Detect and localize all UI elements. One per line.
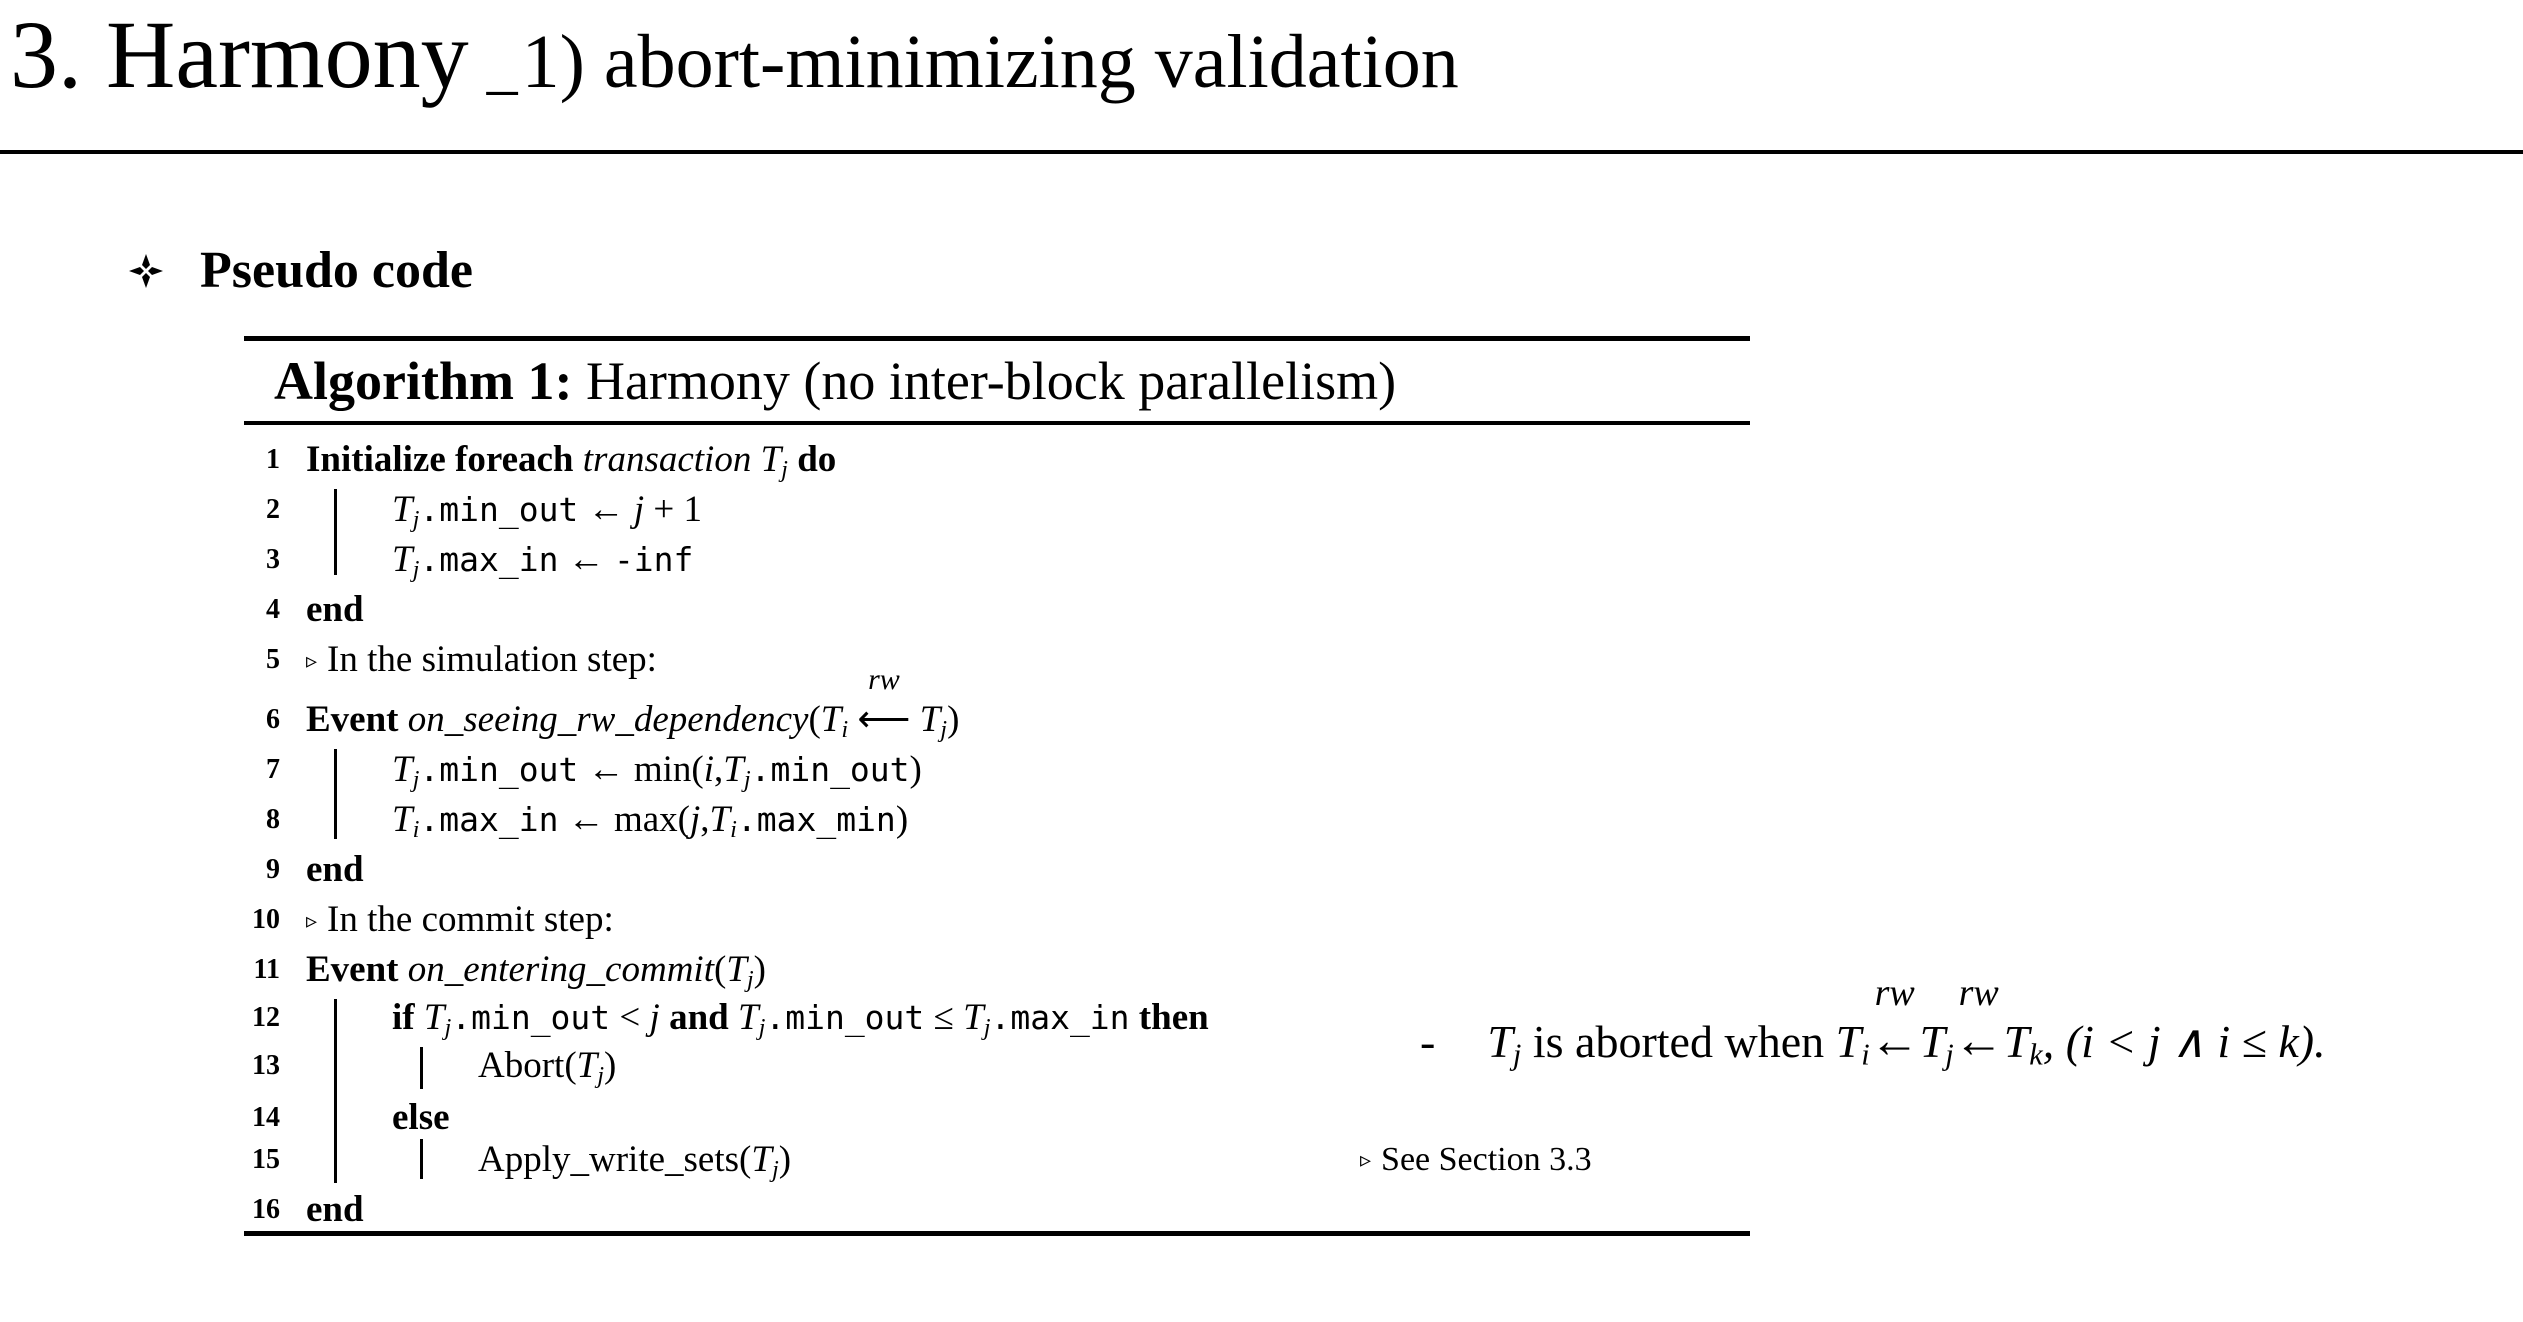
var-j: j [689,799,701,840]
code-line-15 [244,1135,1750,1185]
paren: ) [895,799,909,840]
list-dash: - [1420,1016,1436,1067]
comment-text: In the commit step: [327,899,614,940]
title-divider [0,150,2523,154]
subscript: j [1512,1037,1522,1072]
var-j: j [633,489,645,530]
operator: < [619,997,641,1038]
line-number: 14 [252,1102,280,1133]
subscript: j [758,1014,766,1042]
keyword: else [392,1097,450,1138]
block-bar [420,1139,423,1179]
code-text [306,435,836,485]
section-heading-text: Pseudo code [200,242,473,299]
keyword: end [306,1189,364,1230]
field-name: .max_in [419,800,559,839]
field-name: .min_out [451,998,611,1037]
var-t: T [919,699,941,740]
var-t: T [2003,1016,2030,1067]
algorithm-bottom-rule [244,1231,1750,1236]
function-name: Apply_write_sets( [478,1139,752,1180]
subscript: i [730,816,737,844]
keyword: if [392,997,415,1038]
title-main: 3. Harmony [10,1,469,108]
subscript: j [743,766,751,794]
var-t: T [751,1139,772,1180]
subscript: j [412,506,420,534]
abort-condition-note [1420,972,2326,1080]
assign-arrow: ← [587,749,625,790]
rw-label: rw [1958,972,1999,1014]
code-side-comment [1360,1135,1592,1185]
comment-triangle-icon: ▹ [306,648,318,673]
long-left-arrow: ⟵ [857,699,911,740]
function-name: on_seeing_rw_dependency [407,699,809,740]
rw-label: rw [868,663,900,696]
var-t: T [576,1045,598,1086]
note-condition: , (i < j ∧ i ≤ k). [2042,1016,2326,1067]
var-t: T [392,799,413,840]
comma: , [713,749,724,790]
algorithm-caption-label: Algorithm 1: [274,351,573,411]
var-t: T [820,699,842,740]
var-t: T [723,749,744,790]
paren: ) [753,949,766,990]
comment-text: In the simulation step: [327,639,657,680]
var-t: T [423,997,445,1038]
subscript: k [2029,1037,2043,1072]
paren: ) [604,1045,617,1086]
line-number: 11 [253,954,280,985]
field-name: .min_out [419,490,579,529]
code-text-plain: + 1 [653,489,702,530]
var-t: T [392,749,413,790]
var-t: T [392,539,413,580]
field-name: .min_out [750,750,910,789]
page-title [10,0,1459,110]
field-name: .min_out [765,998,925,1037]
keyword: Event [306,699,399,740]
subscript: j [597,1062,605,1090]
title-separator: _ [486,33,518,101]
field-name: .max_min [736,800,896,839]
var-t: T [1487,1016,1513,1067]
keyword: do [797,439,837,480]
subscript: j [746,966,754,994]
var-i: i [703,749,714,790]
section-heading [128,236,473,306]
code-text [392,485,702,535]
rw-dependency-arrow [1953,972,2004,1082]
algorithm-body [244,425,1750,1231]
field-name: .max_in [990,998,1130,1037]
line-number: 15 [252,1144,280,1175]
line-number: 5 [266,644,280,675]
field-name: .min_out [419,750,579,789]
line-number: 6 [266,704,280,735]
subscript: i [841,716,849,744]
algorithm-box [244,336,1750,1236]
var-t: T [392,489,413,530]
line-number: 4 [266,594,280,625]
code-text [392,993,1209,1043]
subscript: j [412,766,420,794]
line-number: 2 [266,494,280,525]
line-number: 12 [252,1002,280,1033]
paren: ( [808,699,821,740]
var-t: T [1835,1016,1862,1067]
comment-triangle-icon: ▹ [1360,1147,1372,1172]
rw-dependency-arrow [857,663,911,745]
code-text [392,795,908,845]
note-text: is aborted when [1532,1016,1825,1067]
code-text [478,1135,791,1185]
var-t: T [726,949,747,990]
block-bar [420,1047,423,1089]
line-number: 9 [266,854,280,885]
subscript: i [1861,1037,1870,1072]
function-name: Abort( [478,1045,577,1086]
assign-arrow: ← [587,489,625,530]
operator: ≤ [933,997,954,1038]
subscript: j [771,1156,779,1184]
code-comment [306,635,657,686]
code-text [306,945,766,995]
assign-arrow: ← [567,799,605,840]
comma: , [700,799,710,840]
keyword: and [669,997,729,1038]
subscript: j [412,556,420,584]
line-number: 7 [266,754,280,785]
code-text [392,745,922,795]
four-diamond-bullet-icon [128,253,164,289]
function-name: max( [613,799,690,840]
subscript: j [940,716,948,744]
subscript: j [1945,1037,1954,1072]
paren: ) [947,699,960,740]
subscript: j [983,1014,991,1042]
field-name: .max_in [419,540,559,579]
block-bar [334,999,337,1183]
left-arrow: ← [1869,1012,1920,1068]
code-text [306,663,960,745]
line-number: 1 [266,444,280,475]
var-j: j [649,997,660,1038]
block-bar [334,489,337,575]
rw-dependency-arrow [1869,972,1920,1082]
title-subtitle: 1) abort-minimizing validation [521,20,1459,104]
assign-arrow: ← [567,539,605,580]
subscript: j [444,1014,452,1042]
rw-label: rw [1874,972,1915,1014]
line-number: 8 [266,804,280,835]
paren: ) [909,749,922,790]
line-number: 16 [252,1194,280,1225]
line-number: 13 [252,1050,280,1081]
code-text [392,535,693,585]
code-value: -inf [613,540,694,579]
code-comment [306,895,614,946]
left-arrow: ← [1953,1012,2004,1068]
algorithm-caption-text: Harmony (no inter-block parallelism) [585,351,1397,411]
var-t: T [963,997,984,1038]
keyword: end [306,589,364,630]
block-bar [334,749,337,839]
keyword: Event [306,949,399,990]
var-t: T [760,439,782,480]
var-t: T [709,799,731,840]
function-name: on_entering_commit [407,949,714,990]
paren: ) [778,1139,792,1180]
comment-triangle-icon: ▹ [306,908,318,933]
algorithm-caption [244,341,1750,421]
var-t: T [1919,1016,1946,1067]
code-text [478,1041,616,1091]
code-italic: transaction [582,439,752,480]
keyword: Initialize foreach [306,439,574,480]
line-number: 3 [266,544,280,575]
subscript: i [412,816,420,844]
line-number: 10 [252,904,280,935]
function-name: min( [633,749,704,790]
paren: ( [713,949,727,990]
comment-text: See Section 3.3 [1381,1141,1592,1178]
subscript: j [781,456,788,484]
var-t: T [737,997,759,1038]
keyword: end [306,849,364,890]
keyword: then [1138,997,1209,1038]
